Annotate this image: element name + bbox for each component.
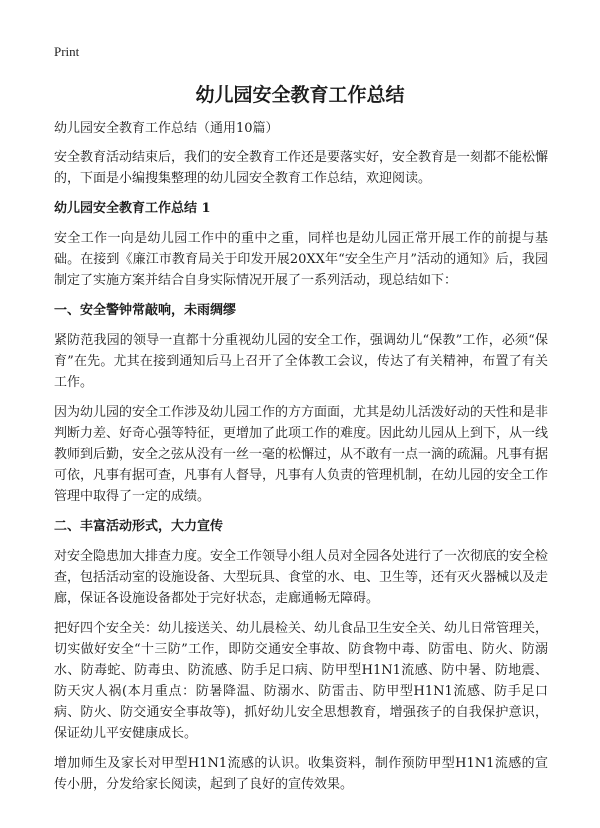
document-title: 幼儿园安全教育工作总结 [195, 84, 405, 106]
section-1-paragraph: 安全工作一向是幼儿园工作中的重中之重，同样也是幼儿园正常开展工作的前提与基础。在接到《廉江市教育局关于印发开展20XX年“安全生产月”活动的通知》后，我园制定了实施方案并结合自身实际情况开展了一系列活动，现总结如下： [54, 231, 548, 288]
subheading-safety-alarm: 一、安全警钟常敲响，未雨绸缪 [54, 303, 237, 318]
intro-paragraph: 安全教育活动结束后，我们的安全教育工作还是要落实好，安全教育是一刻都不能松懈的，下面是小编搜集整理的幼儿园安全教育工作总结，欢迎阅读。 [54, 150, 549, 186]
paragraph-b3: 增加师生及家长对甲型H1N1流感的认识。收集资料，制作预防甲型H1N1流感的宣传小册，分发给家长阅读，起到了良好的宣传效果。 [54, 756, 548, 792]
document-body [54, 118, 548, 804]
print-link[interactable]: Print [54, 44, 80, 59]
paragraph-a2: 因为幼儿园的安全工作涉及幼儿园工作的方方面面，尤其是幼儿活泼好动的天性和是非判断力差、好奇心强等特征，更增加了此项工作的难度。因此幼儿园从上到下，从一线教师到后勤，安全之弦从没有一丝一毫的松懈过，从不敢有一点一滴的疏漏。凡事有据可依，凡事有据可查，凡事有人督导，凡事有人负责的管理机制，在幼儿园的安全工作管理中取得了一定的成绩。 [54, 405, 549, 504]
paragraph-b2: 把好四个安全关：幼儿接送关、幼儿晨检关、幼儿食品卫生安全关、幼儿日常管理关，切实做好安全“十三防”工作，即防交通安全事故、防食物中毒、防雷电、防火、防溺水、防毒蛇、防毒虫、防流感、防手足口病、防甲型H1N1流感、防中暑、防地震、防天灾人祸(本月重点：防暑降温、防溺水、防雷击、防甲型H1N1流感、防手足口病、防火、防交通安全事故等)，抓好幼儿安全思想教育，增强孩子的自我保护意识，保证幼儿平安健康成长。 [54, 621, 549, 741]
document-subtitle: 幼儿园安全教育工作总结（通用10篇） [54, 121, 279, 136]
paragraph-a1: 紧防范我园的领导一直都十分重视幼儿园的安全工作，强调幼儿“保教”工作，必须“保育”在先。尤其在接到通知后马上召开了全体教工会议，传达了有关精神，布置了有关工作。 [54, 333, 548, 390]
subheading-activities: 二、丰富活动形式，大力宣传 [54, 519, 224, 534]
paragraph-b1: 对安全隐患加大排查力度。安全工作领导小组人员对全园各处进行了一次彻底的安全检查，包括活动室的设施设备、大型玩具、食堂的水、电、卫生等，还有灭火器械以及走廊，保证各设施设备都处于完好状态，走廊通畅无障碍。 [54, 549, 549, 606]
section-heading-1: 幼儿园安全教育工作总结 1 [54, 201, 211, 216]
